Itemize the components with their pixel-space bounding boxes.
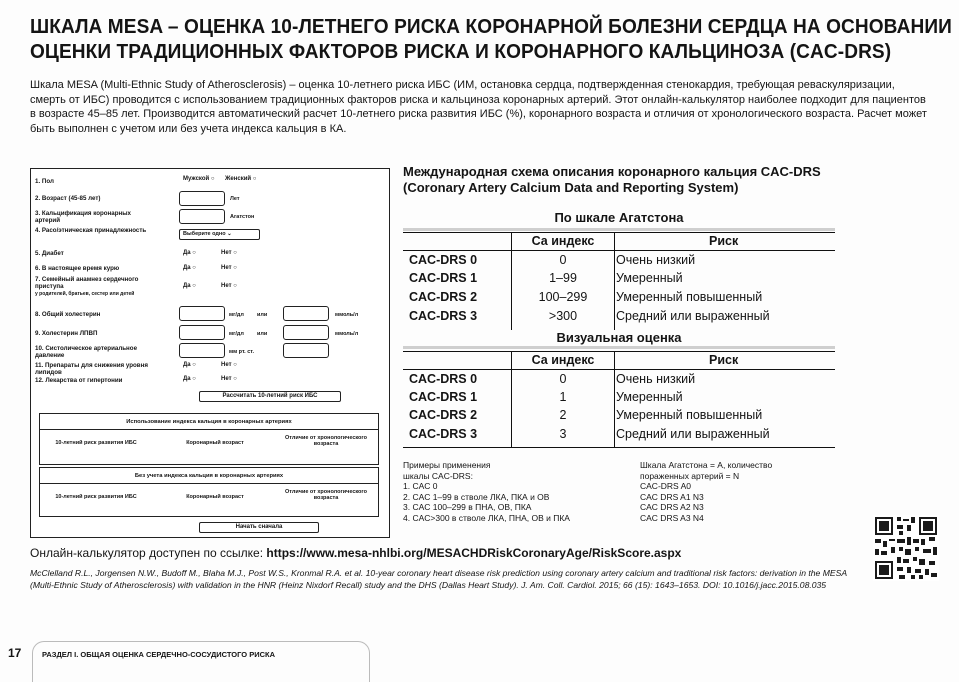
agatston-note-item: CAC-DRS A0 [640,481,692,491]
agatston-table-title: По шкале Агатстона [554,210,684,225]
page-title-line-2: ОЦЕНКИ ТРАДИЦИОННЫХ ФАКТОРОВ РИСКА И КОРОНАРНОГО КАЛЬЦИНОЗА (CAC-DRS) [30,40,892,63]
cac-drs-examples [403,460,633,523]
smoking-yes-label: Да [183,265,191,271]
table-cell-index: 2 [559,408,567,422]
diabetes-no-label: Нет [221,250,232,256]
lipid-no-radio[interactable]: Нет ○ [221,362,237,368]
result-without-calcium-title: Без учета индекса кальция в коронарных артериях [134,473,284,479]
cholesterol-mmol-unit: ммоль/л [335,312,359,318]
cac-drs-heading-line-2: (Coronary Artery Calcium Data and Reporting System) [403,180,739,195]
table-cell-risk: Умеренный повышенный [616,408,763,422]
table-rule [403,351,835,352]
example-item: 4. CAC>300 в стволе ЛКА, ПНА, ОВ и ПКА [403,512,570,523]
section-title: РАЗДЕЛ I. ОБЩАЯ ОЦЕНКА СЕРДЕЧНО-СОСУДИСТОГО РИСКА [42,650,276,659]
table-cell-risk: Средний или выраженный [616,427,770,441]
hdl-mmol-unit: ммоль/л [335,331,359,337]
table-cell-risk: Средний или выраженный [616,309,770,323]
table-cell-grade: CAC-DRS 3 [409,427,478,441]
table-cell-risk: Очень низкий [616,253,696,267]
table-cell-grade: CAC-DRS 2 [409,408,478,422]
diabetes-no-radio[interactable]: Нет ○ [221,250,237,256]
smoking-yes-radio[interactable]: Да ○ [183,265,196,271]
htn-no-radio[interactable]: Нет ○ [221,376,237,382]
sex-label: 1. Пол [35,178,54,185]
htn-med-label: 12. Лекарства от гипертонии [35,377,123,384]
visual-table-title: Визуальная оценка [556,330,682,345]
lipid-yes-radio[interactable]: Да ○ [183,362,196,368]
hdl-or-label: или [257,331,268,337]
col-index-header: Са индекс [531,353,595,367]
online-calculator-link[interactable]: https://www.mesa-nhlbi.org/MESACHDRiskCoronaryAge/RiskScore.aspx [266,546,682,560]
cholesterol-mmol-input[interactable] [283,306,329,321]
calcium-label: 3. Кальцификация коронарных артерий [35,210,131,224]
table-cell-grade: CAC-DRS 3 [409,309,478,323]
smoking-no-label: Нет [221,265,232,271]
age-unit: Лет [230,196,240,202]
col-index-header: Са индекс [531,234,595,248]
citation: McClelland R.L., Jorgensen N.W., Budoff M., Blaha M.J., Post W.S., Kronmal R.A. et al. 10-year coronary heart disease risk prediction using coronary artery calcium and traditional risk factors: derivation in the MESA (Multi-Ethnic Study of Atherosclerosis) with validation in the HNR (Heinz Nixdorf Recall) study and the DHS (Dallas Heart Study). J. Am. Coll. Cardiol. 2015; 66 (15): 1643–1653. DOI: 10.1016/j.jacc.2015.08.035 [30,568,847,590]
table-rule [403,447,835,448]
agatston-note [640,460,830,523]
col-risk-header: Риск [709,234,739,248]
age-label: 2. Возраст (45-85 лет) [35,195,101,202]
agatston-note-line-1: Шкала Агатстона = А, количество [640,460,773,470]
table-rule [403,232,835,233]
mesa-calculator-form [30,168,390,538]
table-cell-risk: Умеренный [616,271,683,285]
family-no-label: Нет [221,283,232,289]
online-calculator-line [30,546,890,560]
table-vrule [614,351,615,447]
result-divider [40,483,378,484]
coronary-age-col-label: Коронарный возраст [186,440,244,446]
coronary-age-col-label: Коронарный возраст [186,494,244,500]
cholesterol-label: 8. Общий холестерин [35,311,101,318]
table-cell-index: 0 [559,253,567,267]
cholesterol-mg-input[interactable] [179,306,225,321]
example-item: 2. CAC 1–99 в стволе ЛКА, ПКА и ОВ [403,491,550,502]
family-yes-radio[interactable]: Да ○ [183,283,196,289]
calcium-unit: Агатстон [230,214,255,220]
agatston-note-item: CAC DRS A1 N3 [640,491,704,502]
sex-male-radio[interactable]: Мужской ○ [183,176,215,182]
table-cell-index: 3 [559,427,567,441]
sbp-label: 10. Систолическое артериальное давление [35,345,138,359]
table-rule [403,369,835,370]
table-cell-risk: Умеренный [616,390,683,404]
diabetes-yes-label: Да [183,250,191,256]
page-number: 17 [8,646,22,660]
hdl-mmol-input[interactable] [283,325,329,340]
table-cell-index: 1–99 [549,271,577,285]
online-calculator-text: Онлайн-калькулятор доступен по ссылке: [30,546,267,560]
sbp-input[interactable] [179,343,225,358]
agatston-note-item: CAC DRS A3 N4 [640,512,704,523]
agatston-note-item: CAC DRS A2 N3 [640,502,704,512]
race-label: 4. Расо/этническая принадлежность [35,227,147,234]
htn-no-label: Нет [221,376,232,382]
smoking-no-radio[interactable]: Нет ○ [221,265,237,271]
table-vrule [614,232,615,330]
table-title-rule [403,346,835,349]
result-with-calcium-title: Использование индекса кальция в коронарных артериях [126,419,292,425]
sbp-extra-input[interactable] [283,343,329,358]
examples-title-line-1: Примеры применения [403,460,491,470]
race-select[interactable] [179,229,260,240]
page-title-line-1: ШКАЛА MESA – ОЦЕНКА 10-ЛЕТНЕГО РИСКА КОРОНАРНОЙ БОЛЕЗНИ СЕРДЦА НА ОСНОВАНИИ [30,15,952,38]
example-item: 3. CAC 100–299 в ПНА, ОВ, ПКА [403,502,532,512]
smoking-label: 6. В настоящее время курю [35,265,120,272]
hdl-mg-unit: мг/дл [229,331,244,337]
table-cell-grade: CAC-DRS 1 [409,390,478,404]
table-cell-grade: CAC-DRS 1 [409,271,478,285]
reset-button[interactable]: Начать сначала [199,522,319,533]
lipid-yes-label: Да [183,362,191,368]
table-cell-grade: CAC-DRS 2 [409,290,478,304]
footer-tab [32,641,370,682]
sex-female-label: Женский [225,176,252,182]
calculate-button[interactable]: Рассчитать 10-летний риск ИБС [199,391,341,402]
hdl-label: 9. Холестерин ЛПВП [35,330,98,337]
cholesterol-or-label: или [257,312,268,318]
result-without-calcium [39,467,379,517]
htn-yes-radio[interactable]: Да ○ [183,376,196,382]
calcium-input[interactable] [179,209,225,224]
risk-col-label: 10-летний риск развития ИБС [55,440,137,446]
sbp-unit: мм рт. ст. [229,349,255,355]
table-cell-index: 1 [559,390,567,404]
hdl-mg-input[interactable] [179,325,225,340]
family-history-label: 7. Семейный анамнез сердечного приступа [35,276,139,290]
risk-col-label: 10-летний риск развития ИБС [55,494,137,500]
age-diff-col-label: Отличие от хронологического возраста [284,435,367,447]
table-cell-risk: Очень низкий [616,372,696,386]
sex-female-radio[interactable]: Женский ○ [225,176,257,182]
col-risk-header: Риск [709,353,739,367]
lipid-no-label: Нет [221,362,232,368]
examples-title-line-2: шкалы CAC-DRS: [403,470,473,481]
family-history-sublabel: у родителей, братьев, сестер или детей [35,291,135,297]
page-title [30,14,952,64]
cac-drs-heading-line-1: Международная схема описания коронарного кальция CAC-DRS [403,164,821,179]
table-cell-index: 0 [559,372,567,386]
chevron-down-icon: ⌄ [227,231,232,237]
diabetes-label: 5. Диабет [35,250,64,257]
lipid-med-label: 11. Препараты для снижения уровня липидов [35,362,148,376]
table-title-rule [403,228,835,231]
page-footer [0,636,959,666]
table-vrule [511,232,512,330]
table-cell-grade: CAC-DRS 0 [409,372,478,386]
sex-male-label: Мужской [183,176,210,182]
agatston-note-line-2: пораженных артерий = N [640,470,740,481]
table-cell-risk: Умеренный повышенный [616,290,763,304]
age-diff-col-label: Отличие от хронологического возраста [284,489,367,501]
example-item: 1. CAC 0 [403,481,438,491]
race-select-value: Выберите одно [183,231,226,237]
result-with-calcium [39,413,379,465]
table-cell-grade: CAC-DRS 0 [409,253,478,267]
htn-yes-label: Да [183,376,191,382]
table-rule [403,250,835,251]
family-no-radio[interactable]: Нет ○ [221,283,237,289]
cholesterol-mg-unit: мг/дл [229,312,244,318]
diabetes-yes-radio[interactable]: Да ○ [183,250,196,256]
table-cell-index: >300 [548,309,578,323]
family-yes-label: Да [183,283,191,289]
cac-drs-heading [403,164,863,196]
intro-paragraph: Шкала MESA (Multi-Ethnic Study of Atherosclerosis) – оценка 10-летнего риска ИБС (ИМ, остановка сердца, подтвержденная стенокардия, требующая реваскуляризации, смерть от ИБС) проводится с использованием традиционных факторов риска и кальциноза коронарных артерий. Этот онлайн-калькулятор наиболее подходит для пациентов в возрасте 45–85 лет. Производится автоматический расчет 10-летнего риска развития ИБС (%), коронарного возраста и отличия от хронологического возраста. Расчет может быть выполнен с учетом или без учета индекса кальция в КА. [30,79,927,135]
table-cell-index: 100–299 [538,290,588,304]
age-input[interactable] [179,191,225,206]
table-vrule [511,351,512,447]
result-divider [40,429,378,430]
